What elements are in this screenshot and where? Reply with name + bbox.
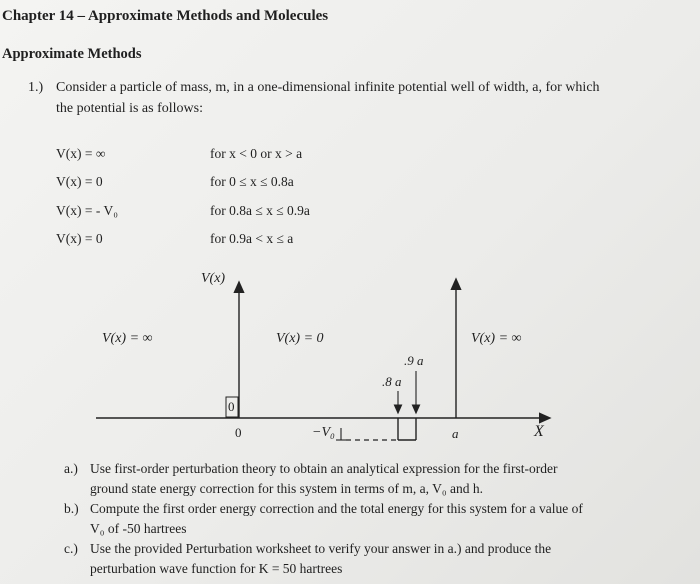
part-c-label: c.) — [64, 541, 78, 556]
chapter-title: Chapter 14 – Approximate Methods and Molecules — [2, 8, 329, 24]
potential-row-4-lhs: V(x) = 0 — [56, 231, 103, 246]
potential-row-1-lhs: V(x) = ∞ — [56, 146, 106, 161]
left-region-label: V(x) = ∞ — [102, 331, 153, 346]
problem-number: 1.) — [28, 80, 44, 95]
right-region-label: V(x) = ∞ — [471, 331, 522, 346]
section-title: Approximate Methods — [2, 46, 142, 62]
part-b-line-2: V₀ of -50 hartrees — [90, 521, 187, 536]
y-axis-label: V(x) — [201, 271, 226, 286]
origin-label: 0 — [235, 425, 242, 440]
potential-row-3-rhs: for 0.8a ≤ x ≤ 0.9a — [210, 203, 310, 218]
zero-box-label: 0 — [228, 399, 235, 414]
part-a-line-1: Use first-order perturbation theory to obtain an analytical expression for the first-order — [90, 461, 558, 476]
potential-row-4-rhs: for 0.9a < x ≤ a — [210, 231, 294, 246]
part-c-line-1: Use the provided Perturbation worksheet to verify your answer in a.) and produce the — [90, 541, 552, 556]
potential-row-2-lhs: V(x) = 0 — [56, 174, 103, 189]
part-a-line-2: ground state energy correction for this system in terms of m, a, V₀ and h. — [90, 481, 483, 496]
minus-v0-label: −V₀ — [312, 425, 335, 440]
part-b-line-1: Compute the first order energy correction and the total energy for this system for a value of — [90, 501, 583, 516]
part-c-line-2: perturbation wave function for K = 50 hartrees — [90, 561, 343, 576]
part-b-label: b.) — [64, 501, 79, 516]
problem-text-line-1: Consider a particle of mass, m, in a one-dimensional infinite potential well of width, a, for which — [56, 80, 600, 95]
label-0-9a: .9 a — [404, 353, 424, 368]
a-label: a — [452, 426, 459, 441]
label-0-8a: .8 a — [382, 374, 402, 389]
problem-text-line-2: the potential is as follows: — [56, 101, 203, 116]
x-axis-label: X — [534, 423, 544, 440]
part-a-label: a.) — [64, 461, 78, 476]
middle-region-label: V(x) = 0 — [276, 331, 324, 346]
potential-row-1-rhs: for x < 0 or x > a — [210, 146, 303, 161]
potential-row-3-lhs: V(x) = - V₀ — [56, 203, 118, 218]
potential-row-2-rhs: for 0 ≤ x ≤ 0.8a — [210, 174, 294, 189]
